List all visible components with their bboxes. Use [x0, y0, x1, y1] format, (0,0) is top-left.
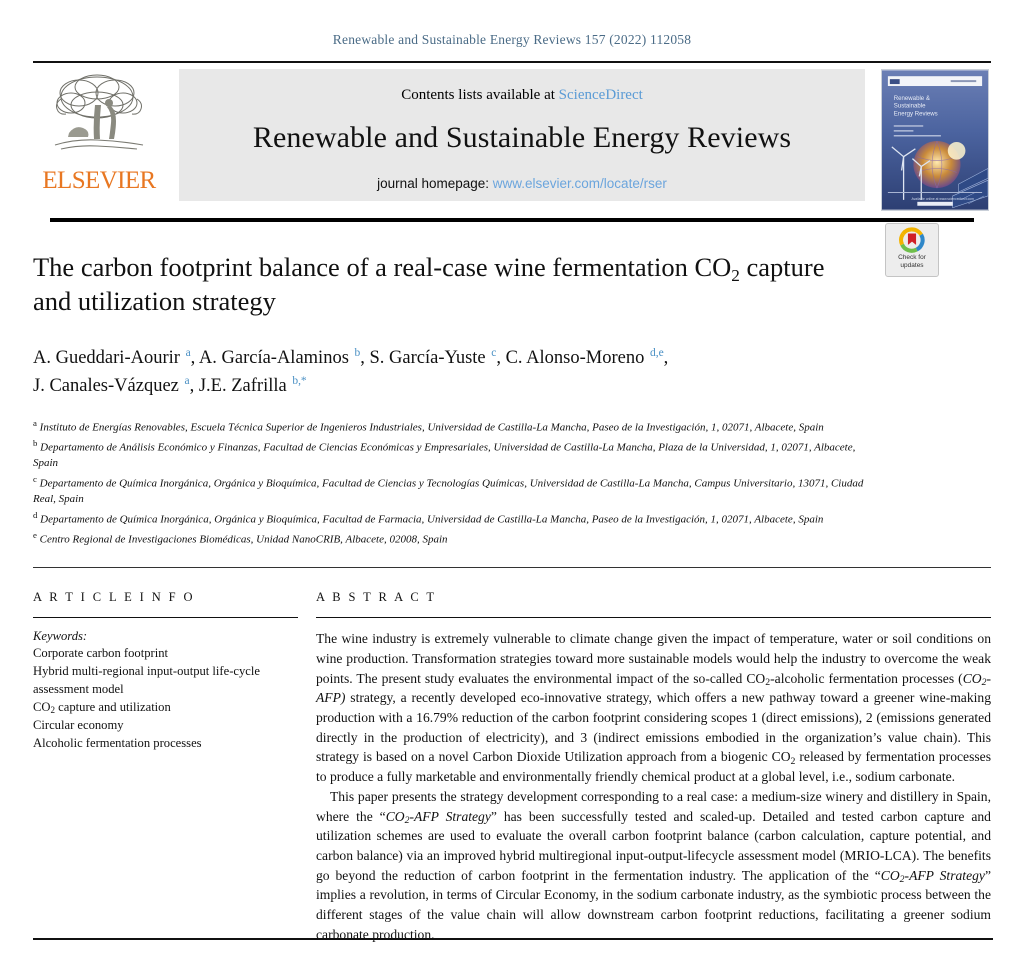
homepage-prefix: journal homepage:	[377, 176, 493, 191]
article-info-heading: A R T I C L E I N F O	[33, 590, 195, 605]
crossmark-line2: updates	[900, 261, 924, 269]
title-section	[33, 251, 991, 319]
affiliation-marker: b	[33, 437, 38, 448]
svg-text:Renewable &: Renewable &	[893, 94, 930, 102]
affiliation-marker: d	[33, 509, 38, 520]
elsevier-logo	[33, 69, 165, 209]
elsevier-wordmark: ELSEVIER	[42, 167, 156, 194]
affiliation-marker: a	[33, 417, 37, 428]
journal-cover-image	[881, 69, 989, 211]
journal-homepage-line	[377, 176, 667, 191]
affiliation-marker: c	[33, 473, 37, 484]
crossmark-line1: Check for	[898, 254, 926, 261]
running-head: Renewable and Sustainable Energy Reviews 157 (2022) 112058	[332, 32, 692, 47]
page-title	[33, 251, 863, 319]
crossmark-label	[898, 254, 926, 269]
journal-masthead	[33, 61, 991, 209]
header-bottom-rule	[33, 567, 991, 568]
affiliation-item: $^b$ Departamento de Análisis Económico y Finanzas, Facultad de Ciencias Económicas y Empresariales, Universidad de Castilla-La Mancha, Plaza de la Universidad, 1, 02071, Albacete, Spain	[33, 437, 856, 470]
affiliation-marker: e	[33, 529, 37, 540]
affiliation-item: $^d$ Departamento de Química Inorgánica, Orgánica y Bioquímica, Facultad de Farmacia, Universidad de Castilla-La Mancha, Paseo de la Investigación, 1, 02071, Albacete, Spain	[33, 509, 824, 526]
page-bottom-rule	[33, 938, 993, 940]
journal-info-panel	[179, 69, 865, 201]
keywords-label: Keywords:	[33, 629, 88, 644]
keyword-item: Circular economy	[33, 717, 124, 732]
affiliation-item: $^c$ Departamento de Química Inorgánica, Orgánica y Bioquímica, Facultad de Ciencias y Tecnologías Químicas, Universidad de Castilla-La Mancha, Campus Universitario, 13071, Ciudad Real, Spain	[33, 473, 864, 506]
elsevier-tree-icon	[47, 71, 151, 167]
keyword-item: $CO_2$ capture and utilization	[33, 699, 171, 716]
article-body	[33, 590, 991, 944]
contents-prefix: Contents lists available at	[401, 87, 559, 103]
article-info-column	[33, 590, 316, 752]
article-info-rule	[33, 617, 298, 618]
affiliation-list	[33, 417, 878, 549]
keyword-item: Corporate carbon footprint	[33, 646, 168, 661]
abstract-column	[316, 590, 991, 944]
abstract-rule	[316, 617, 991, 618]
affiliation-item: $^e$ Centro Regional de Investigaciones Biomédicas, Unidad NanoCRIB, Albacete, 02008, Spain	[33, 529, 448, 546]
title-part1: The carbon footprint balance of a real-case wine fermentation CO	[33, 252, 732, 282]
journal-title: Renewable and Sustainable Energy Reviews	[252, 121, 792, 154]
abstract-heading: A B S T R A C T	[316, 590, 437, 605]
svg-text:Sustainable: Sustainable	[893, 102, 926, 110]
keyword-item: Hybrid multi-regional input-output life-cycle assessment model	[33, 664, 260, 696]
abstract-paragraph-1: The wine industry is extremely vulnerable to climate change given the impact of temperature, water or soil conditions on wine production. Transformation strategies toward more sustainable models would help the industry to overcome the weak points. The present study evaluates the environmental impact of the so-called $CO_2$-alcoholic fermentation processes $(CO_2-AFP)$ strategy, a recently developed eco-innovative strategy, which offers a new pathway toward a greener wine-making production with a 16.79% reduction of the carbon footprint considering scopes 1 (direct emissions), 2 (emissions generated directly in the production of electricity), and 3 (indirect emissions embodied in the organization’s value chain). This strategy is based on a novel Carbon Dioxide Utilization approach from a biogenic $CO_2$ released by fermentation processes to produce a fully marketable and environmentally friendly chemical product at a global level, i.e., sodium carbonate.	[316, 631, 991, 785]
keyword-item: Alcoholic fermentation processes	[33, 735, 202, 750]
abstract-body	[316, 629, 991, 944]
masthead-bottom-rule	[50, 218, 974, 222]
journal-homepage-link[interactable]: www.elsevier.com/locate/rser	[492, 176, 667, 191]
title-part2: capture and utilization strategy	[33, 252, 825, 316]
crossmark-badge[interactable]	[885, 223, 939, 277]
affiliation-item: $^a$ Instituto de Energías Renovables, Escuela Técnica Superior de Ingenieros Industriales, Universidad de Castilla-La Mancha, Paseo de la Investigación, 1, 02071, Albacete, Spain	[33, 417, 824, 434]
author-list: A. Gueddari-Aourir $^a$, A. García-Alaminos $^b$, S. García-Yuste $^c$, C. Alonso-Moreno $^{d,e}$, J. Canales-Vázquez $^a$, J.E. Zafrilla $^{b,*}$	[33, 346, 669, 396]
keywords-list	[33, 645, 298, 752]
journal-cover	[879, 69, 991, 209]
abstract-paragraph-2: This paper presents the strategy development corresponding to a real case: a medium-size winery and distillery in Spain, where the “$CO_2$-AFP Strategy” has been successfully tested and scaled-up. Detailed and tested carbon capture and utilization schemes are used to evaluate the overall carbon footprint balance (carbon calculation, capture potential, and carbon balance) via an improved hybrid multiregional input-output-lifecycle assessment model (MRIO-LCA). The benefits go beyond the reduction of carbon footprint in the fermentation industry. The application of the “$CO_2$-AFP Strategy” implies a revolution, in terms of Circular Economy, in the sodium carbonate industry, as the symbiotic process between the different stages of the value chain will allow downstream carbon footprint reductions, facilitating a greener sodium carbonate production.	[316, 788, 991, 942]
sciencedirect-link[interactable]: ScienceDirect	[558, 87, 643, 103]
svg-text:Available online at www.scienc: Available online at www.sciencedirect.com	[911, 196, 974, 201]
svg-text:Energy Reviews: Energy Reviews	[893, 110, 938, 118]
contents-available-line	[401, 87, 643, 104]
crossmark-badge-icon	[899, 227, 925, 253]
title-subscript: 2	[731, 265, 740, 285]
